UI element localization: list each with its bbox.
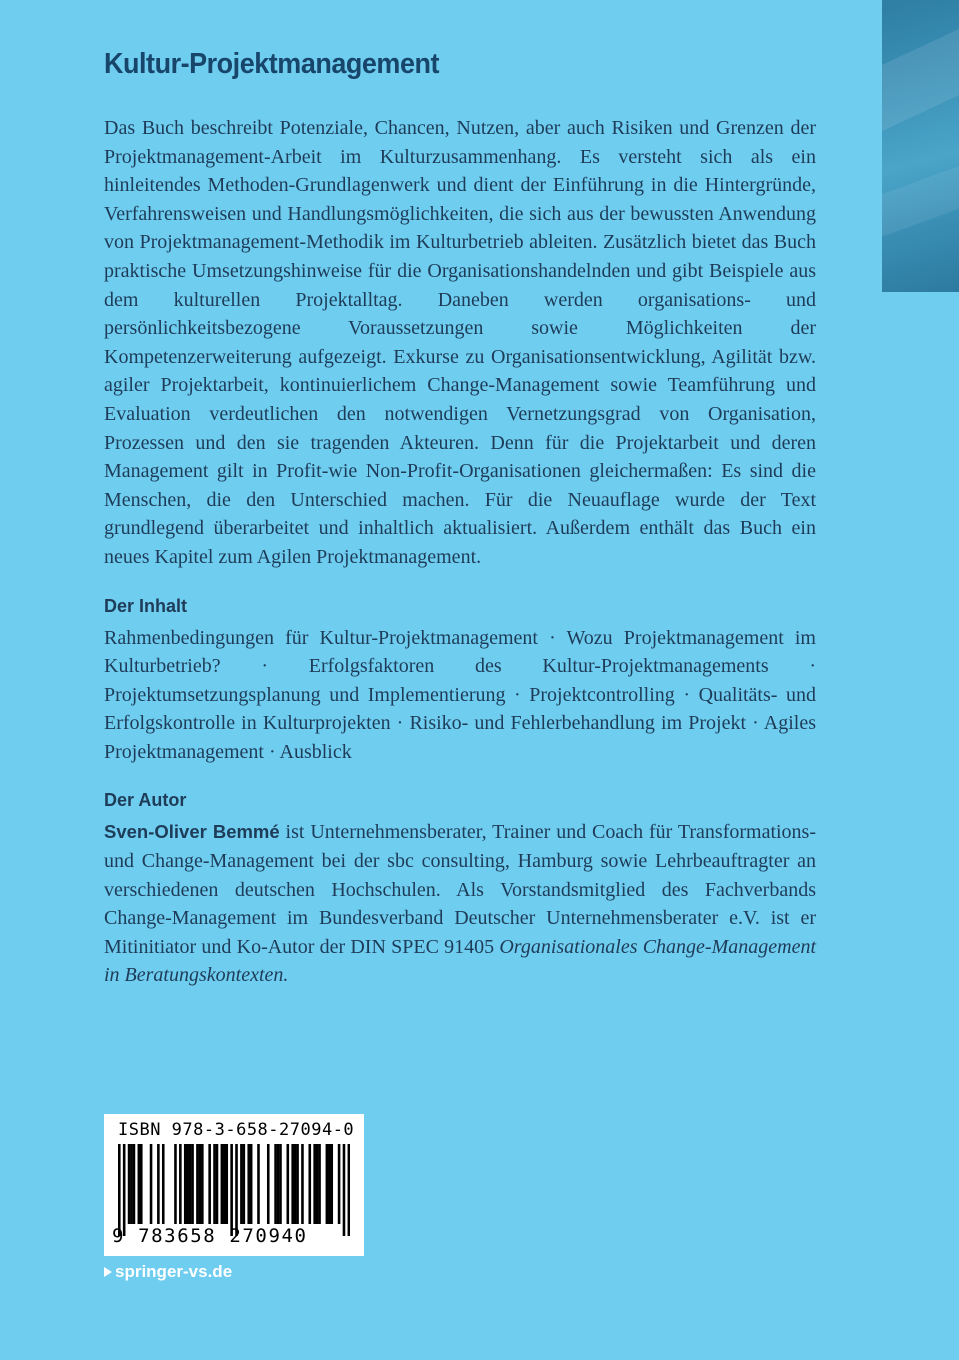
barcode-bar — [247, 1144, 250, 1224]
contents-heading: Der Inhalt — [104, 595, 188, 616]
barcode-bar — [174, 1144, 177, 1224]
barcode-bar — [123, 1144, 126, 1236]
barcode-bar — [221, 1144, 224, 1224]
barcode-bar — [184, 1144, 187, 1224]
barcode-bar — [157, 1144, 160, 1224]
barcode-bars — [118, 1144, 350, 1236]
barcode-bar — [138, 1144, 141, 1224]
barcode-bar — [150, 1144, 153, 1224]
publisher-url: springer-vs.de — [115, 1262, 233, 1281]
barcode-bar — [294, 1144, 297, 1224]
accent-strip — [882, 0, 959, 292]
barcode-bar — [235, 1144, 238, 1236]
barcode-bar — [250, 1144, 253, 1224]
barcode-bar — [225, 1144, 228, 1224]
barcode-bar — [277, 1144, 280, 1224]
author-bio — [104, 818, 816, 990]
barcode-bar — [338, 1144, 341, 1224]
barcode-bar — [140, 1144, 143, 1224]
barcode-bar — [316, 1144, 319, 1224]
barcode-bar — [201, 1144, 204, 1224]
barcode-bar — [118, 1144, 121, 1236]
barcode-bar — [196, 1144, 199, 1224]
barcode-bar — [257, 1144, 260, 1224]
barcode-bar — [162, 1144, 165, 1224]
barcode-bar — [328, 1144, 331, 1224]
barcode-bar — [186, 1144, 189, 1224]
barcode-bar — [133, 1144, 136, 1224]
barcode-bar — [243, 1144, 246, 1224]
barcode-bar — [128, 1144, 131, 1224]
barcode-bar — [199, 1144, 202, 1224]
publisher-link[interactable] — [104, 1262, 232, 1282]
barcode-bar — [330, 1144, 333, 1224]
barcode-bar — [287, 1144, 290, 1224]
barcode-bar — [326, 1144, 329, 1224]
barcode-bar — [223, 1144, 226, 1224]
author-bio-text: ist Unternehmensberater, Trainer und Coach für Transformations- und Change-Management bei der sbc consulting, Hamburg sowie Lehrbeauftragter an verschiedenen deutschen Hochschulen. Als Vorstandsmitglied des Fachverbands Change-Management im Bundesverband Deutscher Unternehmensberater e.V. ist er Mitinitiator und Ko-Autor der DIN SPEC 91405 — [104, 821, 816, 958]
back-cover-text — [104, 44, 816, 990]
barcode-bar — [308, 1144, 311, 1224]
barcode-bar — [313, 1144, 316, 1224]
barcode-bar — [230, 1144, 233, 1236]
barcode-bar — [343, 1144, 346, 1236]
author-name: Sven-Oliver Bemmé — [104, 821, 280, 843]
barcode-bar — [191, 1144, 194, 1224]
barcode-bar — [296, 1144, 299, 1224]
barcode-bar — [348, 1144, 350, 1236]
arrow-right-icon — [104, 1267, 112, 1277]
barcode-bar — [318, 1144, 321, 1224]
barcode-bar — [216, 1144, 219, 1224]
isbn-barcode — [104, 1114, 364, 1256]
barcode-bar — [291, 1144, 294, 1224]
book-title: Kultur-Projektmanagement — [104, 48, 440, 80]
book-description: Das Buch beschreibt Potenziale, Chancen, Nutzen, aber auch Risiken und Grenzen der Projektmanagement-Arbeit im Kulturzusammenhang. Es versteht sich als ein hinleitendes Methoden-Grundlagenwerk und dient der Einführung in die Hintergründe, Verfahrensweisen und Handlungsmöglichkeiten, die sich aus der bewussten Anwendung von Projektmanagement-Methodik im Kulturbetrieb ableiten. Zusätzlich bietet das Buch praktische Umsetzungshinweise für die Organisationshandelnden und gibt Beispiele aus dem kulturellen Projektalltag. Daneben werden organisations- und persönlichkeitsbezogene Voraussetzungen sowie Möglichkeiten der Kompetenzerweiterung aufgezeigt. Exkurse zu Organisationsentwicklung, Agilität bzw. agiler Projektarbeit, kontinuierlichem Change-Management sowie Teamführung und Evaluation verdeutlichen den notwendigen Vernetzungsgrad von Organisation, Prozessen und den sie tragenden Akteuren. Denn für die Projektarbeit und deren Management gilt in Profit-wie Non-Profit-Organisationen gleichermaßen: Es sind die Menschen, die den Unterschied machen. Für die Neuauflage wurde der Text grundlegend überarbeitet und inhaltlich aktualisiert. Außerdem enthält das Buch ein neues Kapitel zum Agilen Projektmanagement. — [104, 117, 816, 568]
barcode-bar — [208, 1144, 211, 1224]
isbn-label: ISBN 978-3-658-27094-0 — [118, 1120, 355, 1140]
barcode-bar — [240, 1144, 243, 1224]
barcode-bar — [213, 1144, 216, 1224]
author-heading: Der Autor — [104, 790, 187, 811]
author-bio-italic: Organisationales Change-Management in Beratungskontexten. — [104, 935, 816, 987]
barcode-bar — [279, 1144, 282, 1224]
isbn-digits: 9 783658 270940 — [112, 1225, 308, 1247]
barcode-bar — [189, 1144, 192, 1224]
barcode-bar — [267, 1144, 270, 1224]
barcode-bar — [301, 1144, 304, 1224]
barcode-bar — [274, 1144, 277, 1224]
barcode-bar — [179, 1144, 182, 1224]
contents-text: Rahmenbedingungen für Kultur-Projektmanagement · Wozu Projektmanagement im Kulturbetrieb? · Erfolgsfaktoren des Kultur-Projektmanagements · Projektumsetzungsplanung und Implementierung · Projektcontrolling · Qualitäts- und Erfolgskontrolle in Kulturprojekten · Risiko- und Fehlerbehandlung im Projekt · Agiles Projektmanagement · Ausblick — [104, 626, 816, 763]
barcode-bar — [130, 1144, 133, 1224]
